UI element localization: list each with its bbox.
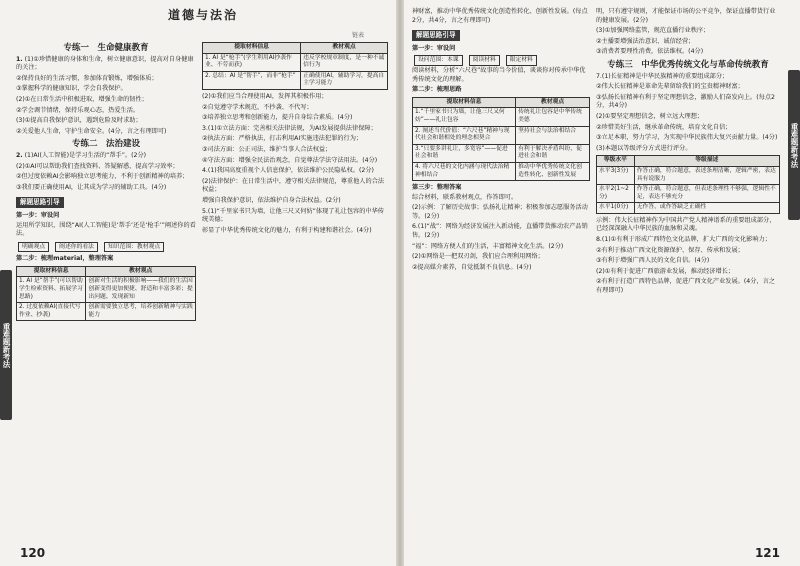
- annotation-label: 阅读材料: [469, 55, 500, 66]
- answer-line: ③掌握科学的健康知识，学会自我保护。: [16, 85, 127, 93]
- left-column-1: [16, 40, 196, 324]
- answer-line: (2)法律保护：在日常生活中，遵守相关法律规范，尊重他人的合法权益；: [202, 177, 385, 194]
- answer-line: “福”：网络方便人们的生活，丰富精神文化生活。(2分): [412, 242, 564, 250]
- answer-line: (3)①加强网络监管，规范直播行业秩序；: [596, 27, 710, 35]
- annotation-label: 阐述你的看法: [55, 242, 98, 253]
- answer-line: ②学会调节情绪，保持乐观心态，热爱生活。: [16, 106, 140, 114]
- answer-line: 3.(1)①立法方面：完善相关法律法规，为AI发展提供法律保障；: [202, 124, 377, 132]
- answer-line: 综合材料，联系教材观点，作答即可。: [412, 193, 518, 201]
- answer-line: 增强自我保护意识，依法维护自身合法权益。(2分): [202, 196, 341, 204]
- topic-heading: 专练二 法治建设: [71, 139, 140, 150]
- table-header: 提取材料信息: [17, 266, 86, 277]
- left-page: [0, 0, 398, 566]
- table-cell: 传统礼让包容是中华传统美德: [516, 108, 590, 126]
- table-cell: 2. 阐述当代价值：“六尺巷”精神与现代社会和谐相处的理念相契合: [413, 126, 516, 144]
- right-column-1: [412, 8, 590, 274]
- answer-line: ②有利于打造广西特色品牌，促进广西文化产业发展。(4分，言之有理即可): [596, 278, 775, 295]
- table-cell: 有利于解决矛盾纠纷，促进社会和谐: [516, 144, 590, 162]
- answer-line: ②伟大长征精神是革命先辈留给我们的宝贵精神财富；: [596, 83, 744, 91]
- answer-line: ③我们要正确使用AI，让其成为学习的辅助工具。(4分): [16, 183, 167, 191]
- answer-line: 5.(1)“千里家书只为墙，让他三尺又何妨”体现了礼让包容的中华传统美德；: [202, 207, 384, 224]
- table-header: 提取材料信息: [203, 43, 301, 54]
- table-cell: 1. AI 是“枪手”(学生利用AI抄袭作业、不劳而获): [203, 53, 301, 71]
- table-cell: 创新对生活的积极影响——我们的生活因创新变得更加便捷、舒适和丰富多彩；提出问题、发现新知: [86, 277, 196, 303]
- guide-tag: 解题思路引导: [16, 197, 64, 208]
- answer-line: ②主播要增强法治意识、诚信经营；: [596, 37, 695, 45]
- page-title: 道德与法治: [168, 8, 239, 22]
- annotation-label: 设问范围：本课: [414, 55, 463, 66]
- answer-line: ③弘扬长征精神有利于坚定理想信念，激励人们奋发向上。(每点2分，共4分): [596, 93, 775, 110]
- table-row: [203, 53, 388, 71]
- answer-line: ②有利于推动广西文化资源保护、保存、传承和发展；: [596, 246, 744, 254]
- annotation-label: 限定材料: [506, 55, 537, 66]
- step-heading: 第二步：梳理material，整理答案: [16, 255, 114, 263]
- answer-table: [202, 42, 388, 90]
- answer-line: ④守法方面：增强全民法治观念，自觉尊法学法守法用法。(4分): [202, 156, 378, 164]
- table-cell: 坚持社会与法治相结合: [516, 126, 590, 144]
- table-row: [17, 277, 196, 303]
- table-row: [597, 185, 780, 203]
- table-cell: 作答正确，符合题意，但表述条理性不够强，逻辑性不足，表达不够充分: [634, 185, 779, 203]
- table-header: 等级描述: [634, 156, 779, 167]
- answer-line: 7.(1)长征精神是中华民族精神的重要组成部分；: [596, 72, 729, 80]
- table-cell: 水平3(3分): [597, 166, 635, 184]
- annotation-label: 知识范围：教材观点: [104, 242, 164, 253]
- table-cell: 1.“千里家书只为墙，让他三尺又何妨”——礼让包容: [413, 108, 516, 126]
- table-cell: 作答正确，符合题意，表述条理清晰，逻辑严密，表达具有说服力: [634, 166, 779, 184]
- topic-heading: 专练三 中华优秀传统文化与革命传统教育: [607, 59, 769, 70]
- answer-line: ③立足本职，努力学习，为实现中华民族伟大复兴贡献力量。(4分): [596, 134, 778, 142]
- guide-tag: 解题思路引导: [412, 30, 460, 41]
- step-heading: 第一步：审设问: [412, 44, 456, 52]
- table-cell: 4. 将六尺巷的文化内涵与现代法治精神相结合: [413, 162, 516, 180]
- table-header: 提取材料信息: [413, 97, 516, 108]
- answer-line: ③有利于增强广西人民的文化自信。(4分): [596, 257, 710, 265]
- step-text: 阅读材料，分析“六尺巷”故事的当今价值，谈谈你对传承中华优秀传统文化的理解。: [412, 66, 586, 83]
- table-cell: 2. 总结：AI 是“帮手”，而非“枪手”: [203, 71, 301, 89]
- answer-table: [16, 266, 196, 322]
- table-row: [17, 303, 196, 321]
- table-cell: 违反学校规章制度，是一种不诚信行为: [301, 53, 388, 71]
- table-row: [413, 144, 590, 162]
- page-number: 120: [20, 546, 46, 560]
- right-column-2: [596, 8, 780, 298]
- grade-table: [596, 155, 780, 214]
- answer-line: ③司法方面：公正司法，维护当事人合法权益；: [202, 145, 332, 153]
- question-2: [16, 152, 196, 161]
- table-cell: 创新需要独立思考，培养创新精神与实践能力: [86, 303, 196, 321]
- answer-line: (2)①AI可以帮助我们查找资料、答疑解惑，提高学习效率；: [16, 162, 179, 170]
- table-caption: 链表: [352, 32, 365, 39]
- table-header: 教材观点: [86, 266, 196, 277]
- answer-line: ②但过度依赖AI会影响独立思考能力，不利于创新精神的培养；: [16, 173, 189, 181]
- answer-line: 明，只有遵守规则，才能保证市场的公平竞争，保证直播带货行业的健康发展。(2分): [596, 8, 776, 24]
- answer-line: (1)①珍惜健康的身体和生命，树立健康意识，提高对自身健康的关注；: [16, 55, 194, 72]
- answer-line: ②自觉遵守学术规范，不抄袭、不代写；: [202, 103, 313, 111]
- page-number: 121: [754, 546, 780, 560]
- table-header: 教材观点: [301, 43, 388, 54]
- table-header: 教材观点: [516, 97, 590, 108]
- table-cell: 推动中华优秀传统文化创造性转化、创新性发展: [516, 162, 590, 180]
- annotation-label: 明确观点: [18, 242, 49, 253]
- step-heading: 第三步：整理答案: [412, 184, 462, 192]
- answer-line: 8.(1)①有利于形成广西特色文化品牌，扩大广西的文化影响力；: [596, 236, 771, 244]
- answer-line: (3)本题以等级评分方式进行评分。: [596, 144, 692, 152]
- table-cell: 1. AI 是“帮手”(可以帮助学生检索资料、拓展学习思路): [17, 277, 86, 303]
- table-row: [413, 162, 590, 180]
- table-cell: 无作答，或作答缺乏正确性: [634, 203, 779, 214]
- right-page: [402, 0, 800, 566]
- topic-heading: 专练一 生命健康教育: [63, 43, 149, 53]
- table-row: [413, 108, 590, 126]
- table-row: [203, 71, 388, 89]
- table-cell: 正确使用AI，辅助学习，提高自主学习能力: [301, 71, 388, 89]
- answer-line: 彰显了中华优秀传统文化的魅力，有利于构建和谐社会。(4分): [202, 226, 372, 234]
- side-tab: 重难题新考法: [788, 70, 800, 220]
- answer-line: (1)AI(人工智能)是学习生活的“帮手”。(2分): [24, 151, 147, 159]
- step-text: 运用所学知识，围绕“AI(人工智能)是‘帮手’还是‘枪手’”阐述你的看法。: [16, 221, 196, 238]
- answer-line: (2)①要坚定理想信念，树立远大理想；: [596, 112, 704, 120]
- answer-line: ②保持良好的生活习惯，参加体育锻炼，增强体质；: [16, 74, 158, 82]
- table-header: 等级水平: [597, 156, 635, 167]
- question-1: [16, 56, 196, 73]
- answer-line: ③培养独立思考和创新能力，提升自身综合素质。(4分): [202, 114, 353, 122]
- side-tab: 重难题新考法: [0, 270, 12, 420]
- table-cell: 2. 过度依赖AI(直接代写作业、抄袭): [17, 303, 86, 321]
- answer-line: ②执法方面：严格执法，打击利用AI实施违法犯罪的行为；: [202, 135, 363, 143]
- table-row: [597, 166, 780, 184]
- answer-line: (2)示例：了解历史故事；弘扬礼让精神；积极参加志愿服务活动等。(2分): [412, 204, 588, 220]
- table-cell: 3.“只要多讲礼让，多宽容”——促进社会和谐: [413, 144, 516, 162]
- answer-line: ②关爱他人生命，守护生命安全。(4分，言之有理即可): [16, 127, 167, 135]
- answer-line: 示例：伟大长征精神作为中国共产党人精神谱系的重要组成部分，已经深深融入中华民族的血脉和灵魂。: [596, 216, 776, 233]
- question-number: 2.: [16, 151, 23, 159]
- answer-line: ②提高媒介素养，自觉抵制不良信息。(4分): [412, 263, 532, 271]
- answer-line: (2)①有利于促进广西旅游业发展，推动经济增长；: [596, 267, 735, 275]
- step-heading: 第二步：梳理思路: [412, 86, 462, 94]
- answer-line: 4.(1)我国高度重视个人信息保护，依法维护公民隐私权。(2分): [202, 167, 374, 175]
- answer-line: (2)①我们应当合理使用AI，发挥其积极作用；: [202, 92, 328, 100]
- step-labels: [16, 241, 196, 254]
- answer-line: ②珍惜美好生活，继承革命传统，培育文化自信；: [596, 123, 732, 131]
- answer-line: (2)①在日常生活中积极进取，增强生命的韧性；: [16, 95, 148, 103]
- table-row: [597, 203, 780, 214]
- table-cell: 水平2(1~2分): [597, 185, 635, 203]
- answer-line: (2)①网络是一把双刃剑，我们应合理利用网络；: [412, 253, 544, 261]
- answer-line: (3)①提高自我保护意识，遇到危险及时求助；: [16, 117, 142, 125]
- answer-line: 神财富，推动中华优秀传统文化创造性转化、创新性发展。(每点2分，共4分，言之有理即可): [412, 8, 588, 24]
- answer-line: ③消费者要理性消费，依法维权。(4分): [596, 48, 704, 56]
- question-number: 1.: [16, 55, 23, 63]
- table-row: [413, 126, 590, 144]
- table-cell: 水平1(0分): [597, 203, 635, 214]
- answer-line: 6.(1)“战”：网络为经济发展注入新动能，直播带货推动农产品销售。(2分): [412, 223, 588, 240]
- left-column-2: [202, 32, 388, 237]
- step-labels: [412, 54, 590, 67]
- step-heading: 第一步：审设问: [16, 211, 60, 219]
- answer-table: [412, 97, 590, 181]
